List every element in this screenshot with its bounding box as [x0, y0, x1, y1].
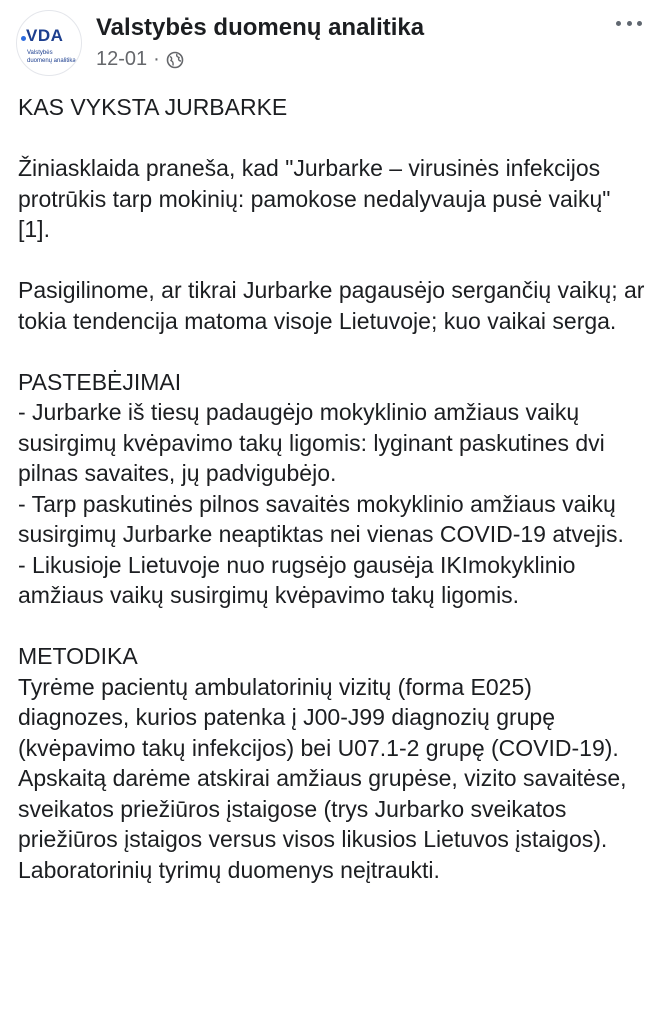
intro-paragraph-1: Žiniasklaida praneša, kad "Jurbarke – virusinės infekcijos protrūkis tarp mokinių: pamokose nedalyvauja pusė vaikų" [1]. — [18, 155, 611, 242]
method-heading: METODIKA — [18, 643, 138, 669]
meta-separator: · — [153, 48, 160, 70]
observations-heading: PASTEBĖJIMAI — [18, 368, 182, 395]
more-horizontal-icon[interactable] — [616, 18, 642, 28]
avatar-subtitle: Valstybės duomenų analitika — [27, 50, 76, 64]
post-title: KAS VYKSTA JURBARKE — [18, 94, 288, 120]
page-name-link[interactable]: Valstybės duomenų analitika — [96, 14, 425, 41]
observation-item: - Tarp paskutinės pilnos savaitės mokyklinio amžiaus vaikų susirgimų Jurbarke neaptiktas nei vienas COVID-19 atvejis. — [18, 490, 624, 547]
post-date[interactable]: 12-01 — [96, 48, 148, 70]
post-body — [18, 92, 648, 885]
intro-paragraph-2: Pasigilinome, ar tikrai Jurbarke pagausėjo sergančių vaikų; ar tokia tendencija matoma visoje Lietuvoje; kuo vaikai serga. — [18, 277, 645, 334]
observation-item: - Jurbarke iš tiesų padaugėjo mokyklinio amžiaus vaikų susirgimų kvėpavimo takų ligomis: lyginant paskutines dvi pilnas savaites, jų padvigubėjo. — [18, 399, 605, 486]
globe-icon[interactable] — [166, 51, 184, 69]
observation-item: - Likusioje Lietuvoje nuo rugsėjo gausėja IKImokyklinio amžiaus vaikų susirgimų kvėpavimo takų ligomis. — [18, 551, 576, 608]
method-paragraph: Tyrėme pacientų ambulatorinių vizitų (forma E025) diagnozes, kurios patenka į J00-J99 diagnozių grupę (kvėpavimo takų infekcijos) bei U07.1-2 grupę (COVID-19). Apskaitą darėme atskirai amžiaus grupėse, vizito savaitėse, sveikatos priežiūros įstaigose (trys Jurbarko sveikatos priežiūros įstaigos versus visos likusios Lietuvos įstaigos). Laboratorinių tyrimų duomenys neįtraukti. — [18, 673, 627, 883]
post-header — [0, 0, 660, 90]
avatar-abbreviation: VDA — [26, 26, 64, 45]
page-avatar[interactable] — [16, 10, 82, 76]
post-meta — [96, 48, 184, 71]
